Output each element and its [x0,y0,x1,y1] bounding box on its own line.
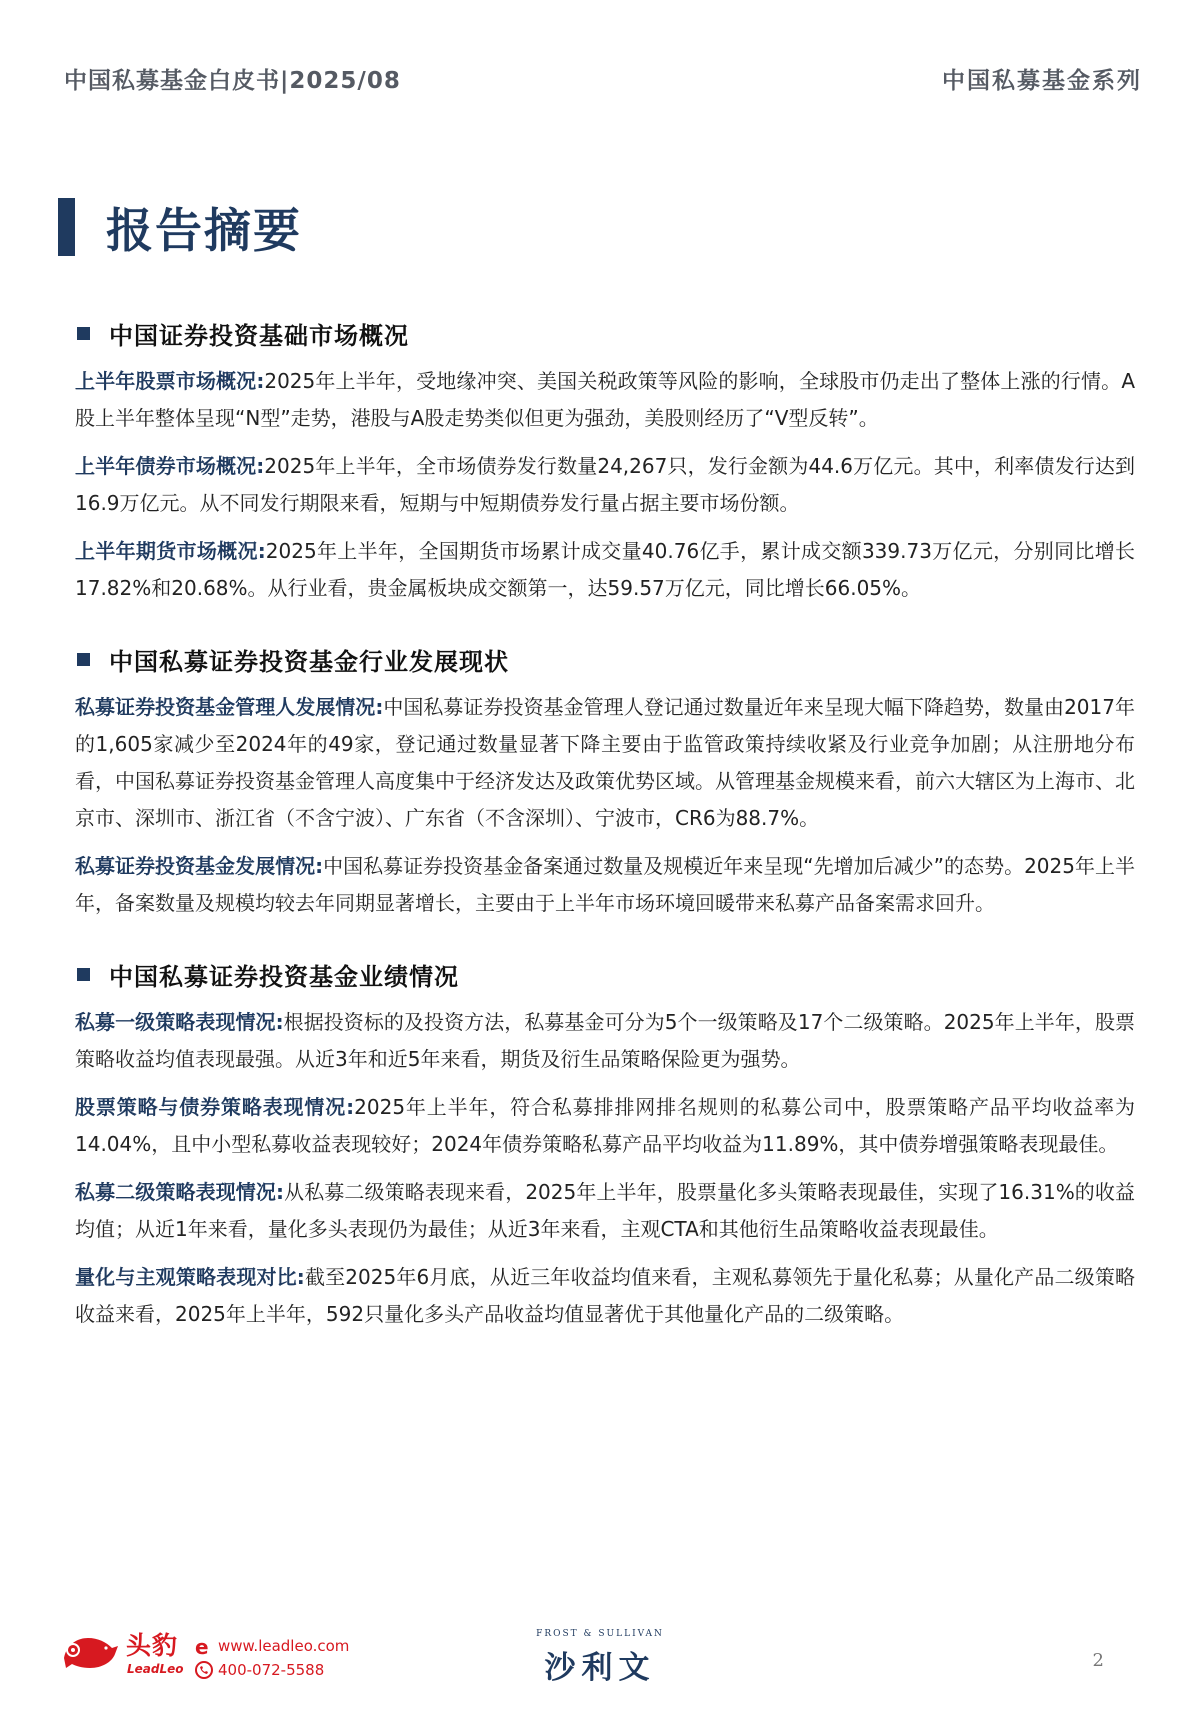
paragraph-lead: 私募证券投资基金管理人发展情况: [75,695,384,719]
paragraph-text: 2025年上半年，全国期货市场累计成交量40.76亿手，累计成交额339.73万亿元，分别同比增长17.82%和20.68%。从行业看，贵金属板块成交额第一，达59.57万亿元，同比增长66.05%。 [75,539,1136,600]
paragraph-text: 中国私募证券投资基金备案通过数量及规模近年来呈现“先增加后减少”的态势。2025年上半年，备案数量及规模均较去年同期显著增长，主要由于上半年市场环境回暖带来私募产品备案需求回升。 [75,854,1136,915]
section-heading-text: 中国私募证券投资基金业绩情况 [109,962,459,991]
svg-text:e: e [195,1637,209,1657]
paragraph-lead: 上半年债券市场概况: [75,454,265,478]
paragraph-lead: 私募证券投资基金发展情况: [75,854,324,878]
leadleo-leopard-logo-icon [60,1628,120,1672]
paragraph-lead: 私募二级策略表现情况: [75,1180,285,1204]
paragraph-lead: 量化与主观策略表现对比: [75,1265,305,1289]
section-heading-text: 中国证券投资基础市场概况 [109,321,409,350]
brand-name-cn: 头豹 [126,1631,179,1660]
title-accent-bar [58,198,75,256]
website-link[interactable]: www.leadleo.com [218,1637,350,1655]
paragraph-text: 2025年上半年，受地缘冲突、美国关税政策等风险的影响，全球股市仍走出了整体上涨的行情。A股上半年整体呈现“N型”走势，港股与A股走势类似但更为强劲，美股则经历了“V型反转”。 [75,369,1135,430]
paragraph-text: 截至2025年6月底，从近三年收益均值来看，主观私募领先于量化私募；从量化产品二级策略收益来看，2025年上半年，592只量化多头产品收益均值显著优于其他量化产品的二级策略。 [75,1265,1136,1326]
section-performance [75,952,1135,1333]
paragraph-bond-market [75,448,1135,522]
paragraph-lead: 股票策略与债券策略表现情况: [75,1095,355,1119]
page-number: 2 [1092,1650,1104,1671]
paragraph-text: 2025年上半年，全市场债券发行数量24,267只，发行金额为44.6万亿元。其中，利率债发行达到16.9万亿元。从不同发行期限来看，短期与中短期债券发行量占据主要市场份额。 [75,454,1135,515]
phone-number: 400-072-5588 [218,1661,325,1679]
square-bullet-icon [77,968,90,981]
section-industry-status [75,637,1135,922]
section-heading-text: 中国私募证券投资基金行业发展现状 [109,647,509,676]
paragraph-text: 2025年上半年，符合私募排排网排名规则的私募公司中，股票策略产品平均收益率为14.04%，且中小型私募收益表现较好；2024年债券策略私募产品平均收益为11.89%，其中债券增强策略表现最佳。 [75,1095,1136,1156]
paragraph-manager-development [75,689,1135,837]
paragraph-lead: 上半年期货市场概况: [75,539,266,563]
page-title: 报告摘要 [106,204,302,259]
paragraph-futures-market [75,533,1135,607]
paragraph-level1-strategy [75,1004,1135,1078]
paragraph-fund-development [75,848,1135,922]
brand-name-en: LeadLeo [127,1662,184,1676]
paragraph-stock-market [75,363,1135,437]
partner-name-en: FROST & SULLIVAN [536,1629,664,1639]
section-heading [75,311,1135,355]
square-bullet-icon [77,327,90,340]
header-right: 中国私募基金系列 [942,68,1142,94]
section-heading [75,952,1135,996]
square-bullet-icon [77,653,90,666]
phone-icon [194,1660,214,1680]
section-market-overview [75,311,1135,607]
paragraph-text: 根据投资标的及投资方法，私募基金可分为5个一级策略及17个二级策略。2025年上半年，股票策略收益均值表现最强。从近3年和近5年来看，期货及衍生品策略保险更为强势。 [75,1010,1135,1071]
web-e-icon [194,1637,214,1657]
paragraph-lead: 私募一级策略表现情况: [75,1010,284,1034]
header-left: 中国私募基金白皮书|2025/08 [64,68,401,94]
paragraph-level2-strategy [75,1174,1135,1248]
paragraph-quant-vs-subjective [75,1259,1135,1333]
paragraph-text: 中国私募证券投资基金管理人登记通过数量近年来呈现大幅下降趋势，数量由2017年的1,605家减少至2024年的49家，登记通过数量显著下降主要由于监管政策持续收紧及行业竞争加剧；从注册地分布看，中国私募证券投资基金管理人高度集中于经济发达及政策优势区域。从管理基金规模来看，前六大辖区为上海市、北京市、深圳市、浙江省（不含宁波）、广东省（不含深圳）、宁波市，CR6为88.7%。 [75,695,1135,830]
section-heading [75,637,1135,681]
paragraph-text: 从私募二级策略表现来看，2025年上半年，股票量化多头策略表现最佳，实现了16.31%的收益均值；从近1年来看，量化多头表现仍为最佳；从近3年来看，主观CTA和其他衍生品策略收益表现最佳。 [75,1180,1135,1241]
partner-name-cn: 沙利文 [544,1650,656,1686]
paragraph-stock-bond-strategy [75,1089,1135,1163]
report-summary-content [75,311,1135,1363]
paragraph-lead: 上半年股票市场概况: [75,369,265,393]
